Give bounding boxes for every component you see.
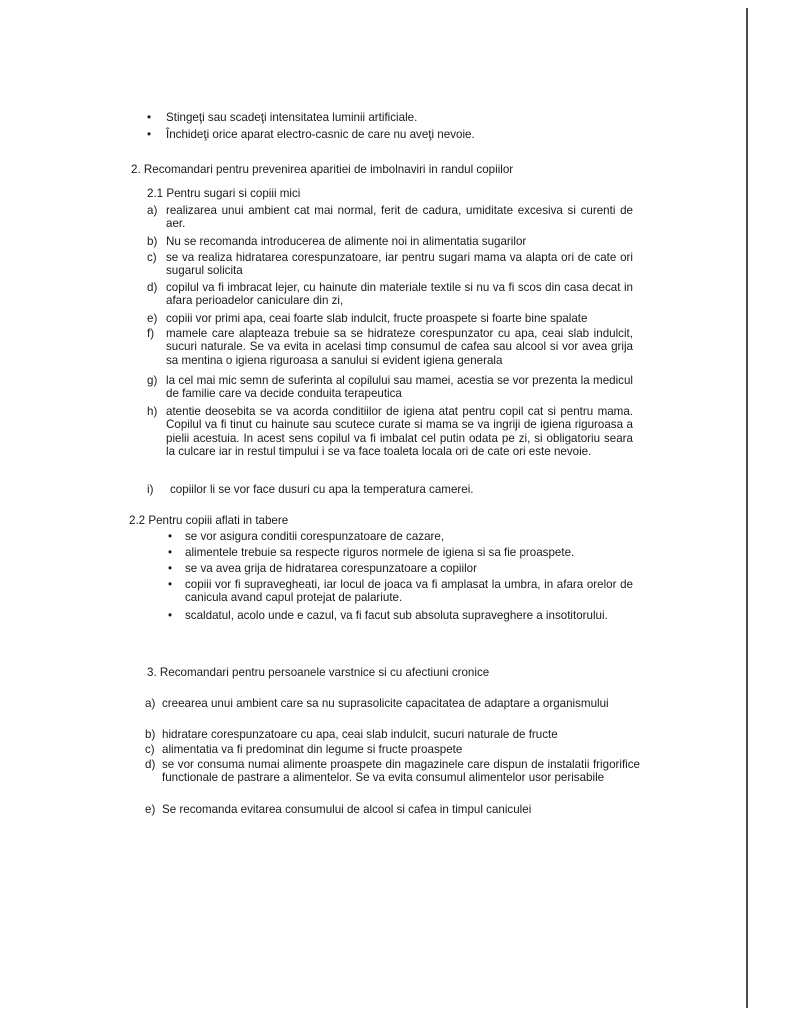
list-item-text: realizarea unui ambient cat mai normal, ferit de cadura, umiditate excesiva si curenti de aer. xyxy=(166,204,633,231)
list-item-text: copiilor li se vor face dusuri cu apa la temperatura camerei. xyxy=(170,483,474,496)
intro-bullet-text: Stingeţi sau scadeţi intensitatea luminii artificiale. xyxy=(166,111,418,124)
list-item-text: copiii vor fi supravegheati, iar locul de joaca va fi amplasat la umbra, in afara orelor de canicula avand capul protejat de palariute. xyxy=(185,578,633,605)
list-item-label: a) xyxy=(147,204,158,217)
list-item-text: se vor asigura conditii corespunzatoare de cazare, xyxy=(185,530,445,543)
list-item-label: i) xyxy=(147,483,154,496)
bullet-icon: • xyxy=(168,609,173,622)
list-item-text: mamele care alapteaza trebuie sa se hidrateze corespunzator cu apa, ceai slab indulcit, sucuri naturale. Se va evita in acelasi timp consumul de cafea sau alcool si vor avea grija sa mentina o igiena riguroasa a sanului si evident igiena generala xyxy=(166,327,633,367)
list-item-text: copiii vor primi apa, ceai foarte slab indulcit, fructe proaspete si foarte bine spalate xyxy=(166,312,588,325)
intro-bullet-text: Închideţi orice aparat electro-casnic de care nu aveţi nevoie. xyxy=(166,128,475,141)
scan-edge-line xyxy=(746,8,748,1008)
list-item-label: f) xyxy=(147,327,155,340)
section-2-heading: 2. Recomandari pentru prevenirea aparitiei de imbolnaviri in randul copiilor xyxy=(131,163,514,176)
intro-bullet: • xyxy=(147,111,152,124)
section-3-heading: 3. Recomandari pentru persoanele varstnice si cu afectiuni cronice xyxy=(147,666,490,679)
list-item-label: b) xyxy=(145,728,156,741)
list-item-label: e) xyxy=(145,803,156,816)
list-item-label: h) xyxy=(147,405,158,418)
list-item-text: copilul va fi imbracat lejer, cu hainute din materiale textile si nu va fi scos din casa decat in afara perioadelor caniculare din zi, xyxy=(166,281,633,308)
list-item-text: scaldatul, acolo unde e cazul, va fi facut sub absoluta supraveghere a insotitorului. xyxy=(185,609,608,622)
bullet-icon: • xyxy=(168,578,173,591)
subsection-2-2-heading: 2.2 Pentru copiii aflati in tabere xyxy=(129,514,289,527)
list-item-label: e) xyxy=(147,312,158,325)
list-item-label: b) xyxy=(147,235,158,248)
list-item-text: se vor consuma numai alimente proaspete din magazinele care dispun de instalatii frigorifice functionale de pastrare a alimentelor. Se va evita consumul alimentelor usor perisabile xyxy=(162,758,640,785)
bullet-icon: • xyxy=(168,530,173,543)
list-item-text: la cel mai mic semn de suferinta al copilului sau mamei, acestia se vor prezenta la medicul de familie care va decide conduita terapeutica xyxy=(166,374,633,401)
list-item-text: alimentatia va fi predominat din legume si fructe proaspete xyxy=(162,743,463,756)
list-item-label: c) xyxy=(147,251,157,264)
list-item-label: c) xyxy=(145,743,155,756)
list-item-text: Nu se recomanda introducerea de alimente noi in alimentatia sugarilor xyxy=(166,235,527,248)
list-item-text: se va avea grija de hidratarea corespunzatoare a copiilor xyxy=(185,562,477,575)
intro-bullet: • xyxy=(147,128,152,141)
list-item-text: creearea unui ambient care sa nu suprasolicite capacitatea de adaptare a organismului xyxy=(162,697,609,710)
list-item-text: se va realiza hidratarea corespunzatoare, iar pentru sugari mama va alapta ori de cate ori sugarul solicita xyxy=(166,251,633,278)
list-item-label: d) xyxy=(147,281,158,294)
list-item-text: Se recomanda evitarea consumului de alcool si cafea in timpul caniculei xyxy=(162,803,532,816)
list-item-text: hidratare corespunzatoare cu apa, ceai slab indulcit, sucuri naturale de fructe xyxy=(162,728,558,741)
bullet-icon: • xyxy=(168,546,173,559)
list-item-text: atentie deosebita se va acorda conditiilor de igiena atat pentru copil cat si pentru mama. Copilul va fi tinut cu hainute sau scutece curate si mama se va ingriji de igiena riguroasa a pielii acestuia. In acest sens copilul va fi imbalat cel putin odata pe zi, si obligatoriu seara la culcare iar in restul timpului i se va face toaleta locala ori de cate ori este nevoie. xyxy=(166,405,633,459)
list-item-text: alimentele trebuie sa respecte riguros normele de igiena si sa fie proaspete. xyxy=(185,546,575,559)
list-item-label: g) xyxy=(147,374,158,387)
bullet-icon: • xyxy=(168,562,173,575)
subsection-2-1-heading: 2.1 Pentru sugari si copiii mici xyxy=(147,187,301,200)
list-item-label: d) xyxy=(145,758,156,771)
list-item-label: a) xyxy=(145,697,156,710)
